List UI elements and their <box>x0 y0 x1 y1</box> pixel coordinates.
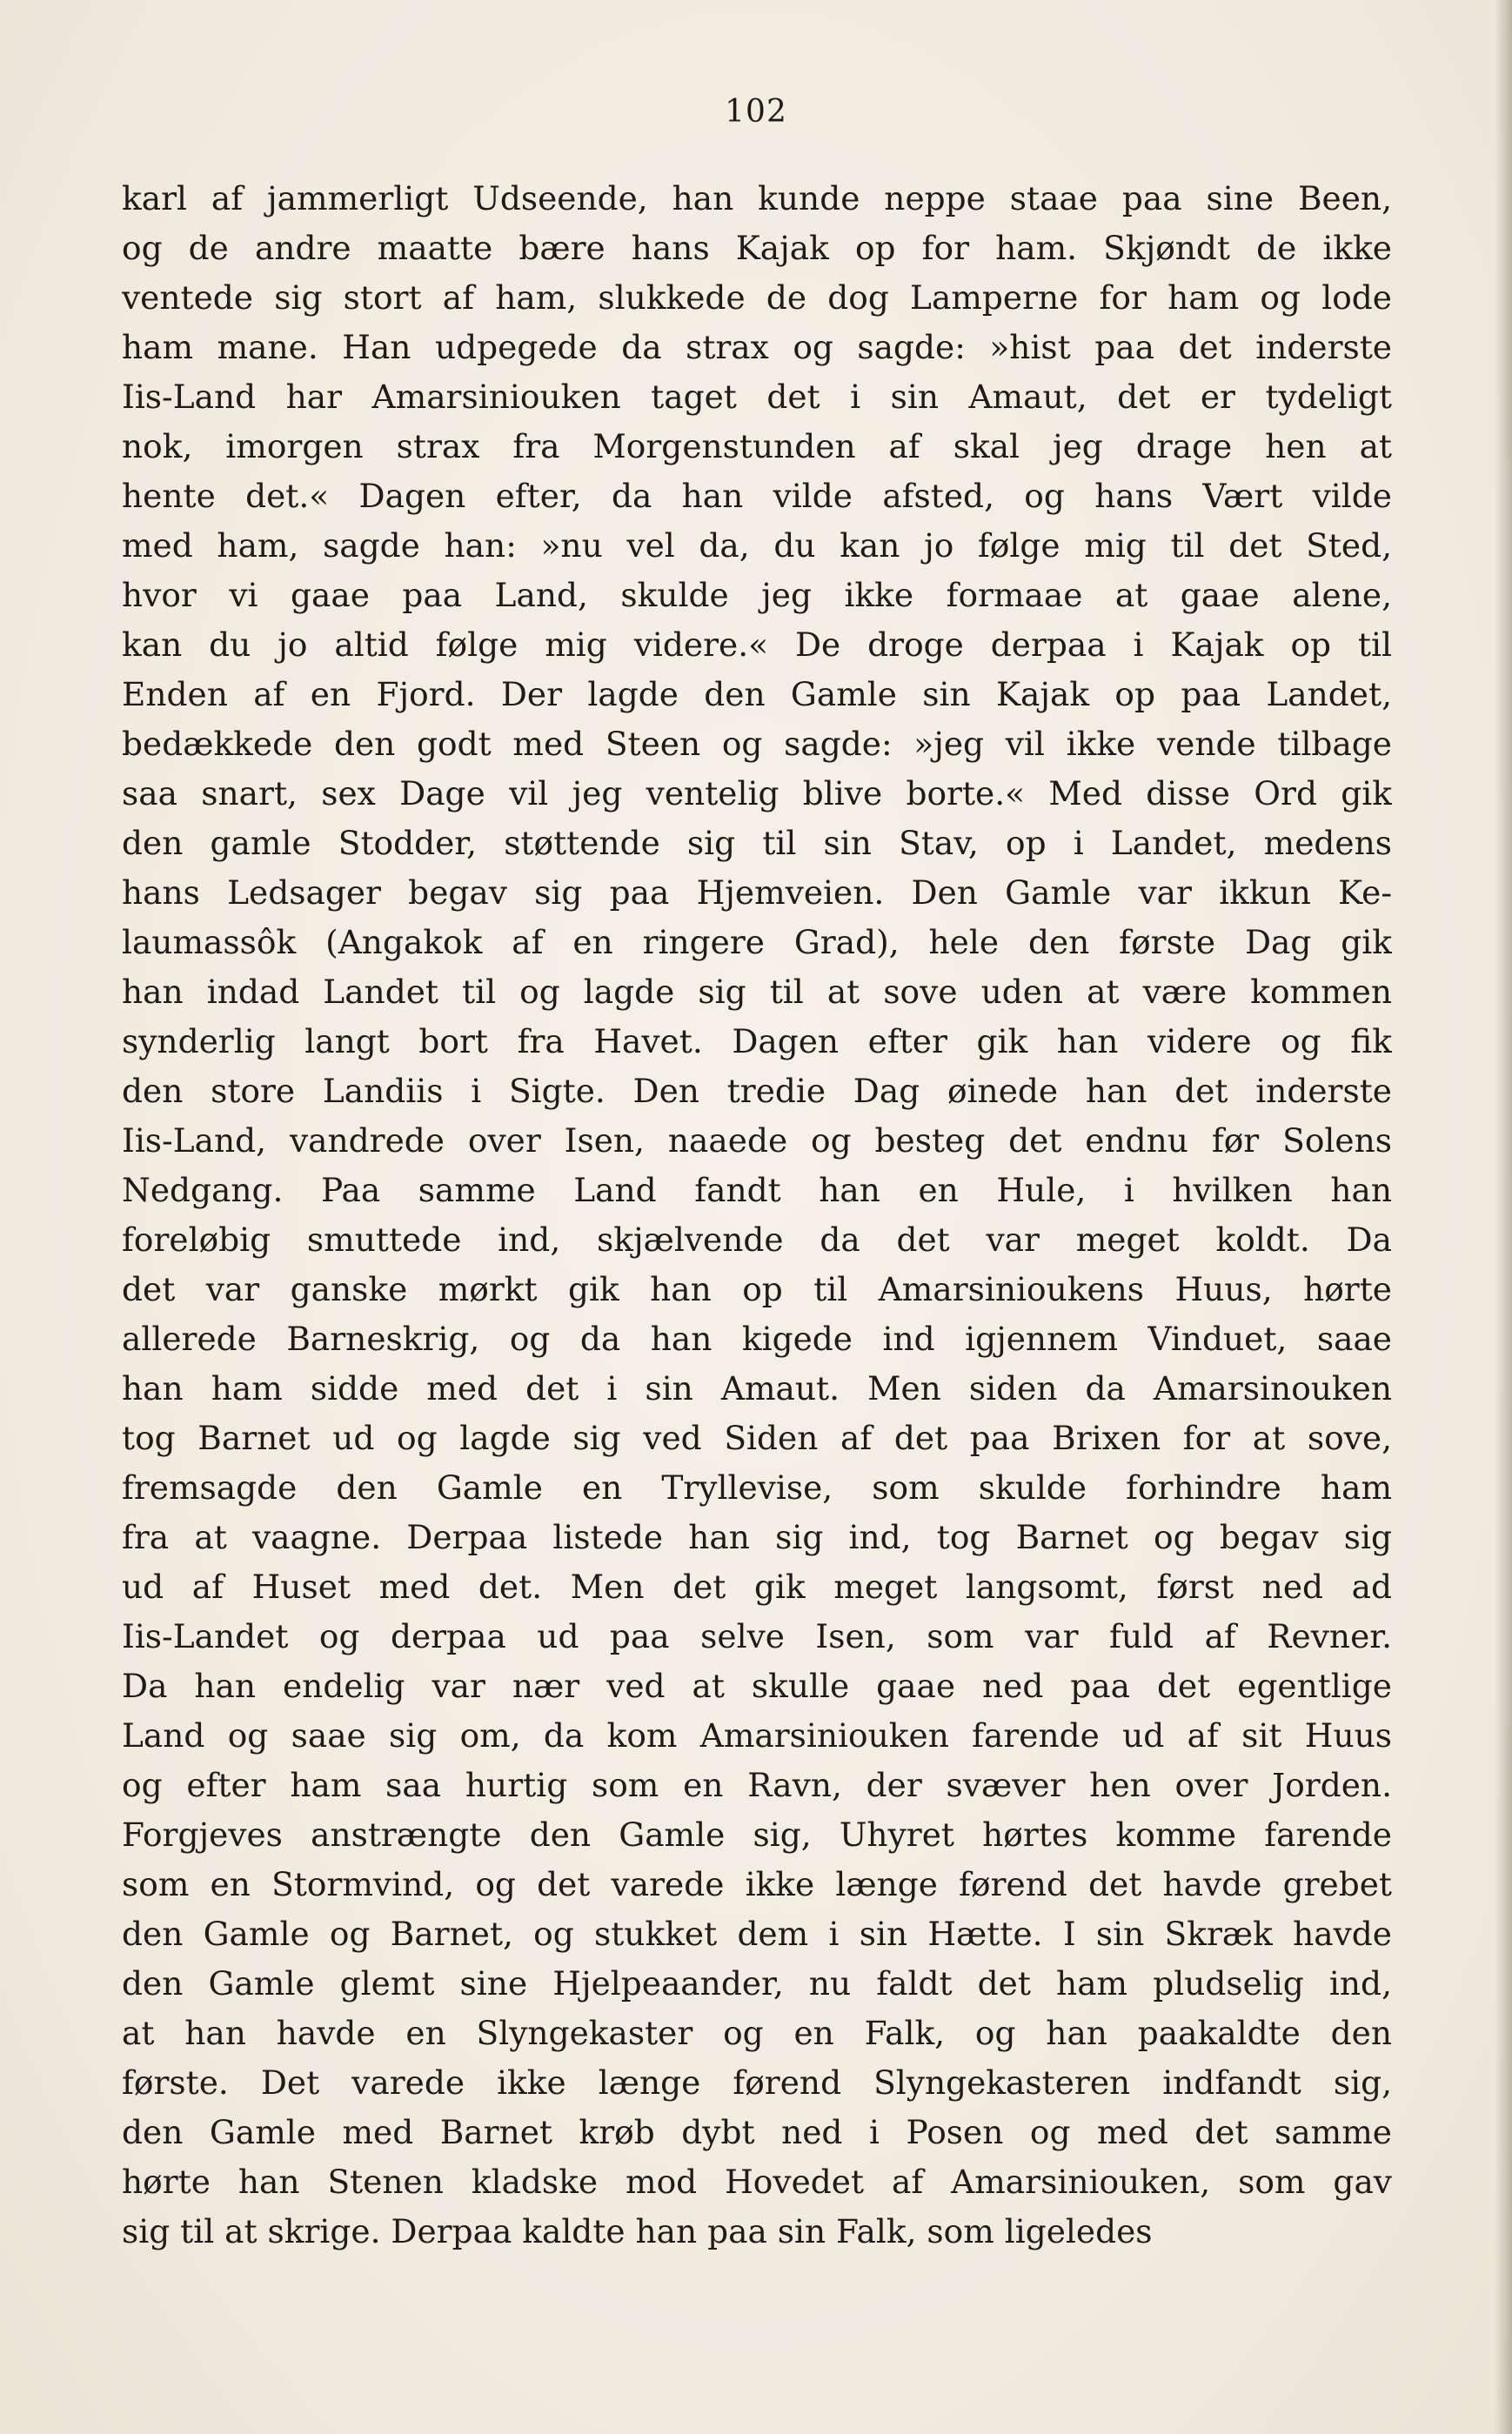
page-edge-shadow <box>1495 0 1512 2434</box>
text-line: allerede Barneskrig, og da han kigede ind igjennem Vinduet, saae <box>122 1320 1392 1358</box>
text-line: Forgjeves anstrængte den Gamle sig, Uhyret hørtes komme farende <box>122 1815 1392 1854</box>
text-line: første. Det varede ikke længe førend Slyngekasteren indfandt sig, <box>122 2063 1392 2102</box>
text-line: den Gamle med Barnet krøb dybt ned i Posen og med det samme <box>122 2113 1392 2151</box>
text-line: saa snart, sex Dage vil jeg ventelig blive borte.« Med disse Ord gik <box>122 774 1392 812</box>
text-line: Nedgang. Paa samme Land fandt han en Hule, i hvilken han <box>122 1171 1392 1209</box>
text-line: det var ganske mørkt gik han op til Amarsinioukens Huus, hørte <box>122 1270 1392 1308</box>
text-line: med ham, sagde han: »nu vel da, du kan jo følge mig til det Sted, <box>122 526 1392 565</box>
text-line: Enden af en Fjord. Der lagde den Gamle sin Kajak op paa Landet, <box>122 675 1392 713</box>
text-line: den store Landiis i Sigte. Den tredie Dag øinede han det inderste <box>122 1072 1392 1110</box>
text-line: den gamle Stodder, støttende sig til sin Stav, op i Landet, medens <box>122 824 1392 862</box>
page-number: 102 <box>725 94 787 130</box>
text-line: fremsagde den Gamle en Tryllevise, som skulde forhindre ham <box>122 1468 1392 1507</box>
text-line: hans Ledsager begav sig paa Hjemveien. Den Gamle var ikkun Ke- <box>122 873 1392 912</box>
body-text <box>122 174 1392 2401</box>
text-line: laumassôk (Angakok af en ringere Grad), hele den første Dag gik <box>122 923 1392 961</box>
text-line: kan du jo altid følge mig videre.« De droge derpaa i Kajak op til <box>122 625 1392 664</box>
text-line: og efter ham saa hurtig som en Ravn, der svæver hen over Jorden. <box>122 1766 1392 1804</box>
text-line: Da han endelig var nær ved at skulle gaae ned paa det egentlige <box>122 1667 1392 1705</box>
text-line: ham mane. Han udpegede da strax og sagde: »hist paa det inderste <box>122 328 1392 366</box>
text-line: den Gamle glemt sine Hjelpeaander, nu faldt det ham pludselig ind, <box>122 1964 1392 2003</box>
text-line: bedækkede den godt med Steen og sagde: »jeg vil ikke vende tilbage <box>122 725 1392 763</box>
text-line: den Gamle og Barnet, og stukket dem i sin Hætte. I sin Skræk havde <box>122 1915 1392 1953</box>
text-line: han indad Landet til og lagde sig til at sove uden at være kommen <box>122 973 1392 1011</box>
text-line: karl af jammerligt Udseende, han kunde neppe staae paa sine Been, <box>122 179 1392 217</box>
text-line: hørte han Stenen kladske mod Hovedet af Amarsiniouken, som gav <box>122 2163 1392 2201</box>
text-line: og de andre maatte bære hans Kajak op for ham. Skjøndt de ikke <box>122 229 1392 267</box>
text-line: som en Stormvind, og det varede ikke længe førend det havde grebet <box>122 1865 1392 1903</box>
text-line: Iis-Land, vandrede over Isen, naaede og besteg det endnu før Solens <box>122 1121 1392 1160</box>
text-line: han ham sidde med det i sin Amaut. Men siden da Amarsinouken <box>122 1369 1392 1408</box>
text-line: Land og saae sig om, da kom Amarsiniouken farende ud af sit Huus <box>122 1716 1392 1755</box>
text-line: Iis-Land har Amarsiniouken taget det i sin Amaut, det er tydeligt <box>122 378 1392 416</box>
text-line: ud af Huset med det. Men det gik meget langsomt, først ned ad <box>122 1568 1392 1606</box>
text-line: at han havde en Slyngekaster og en Falk, og han paakaldte den <box>122 2014 1392 2052</box>
text-line: ventede sig stort af ham, slukkede de dog Lamperne for ham og lode <box>122 278 1392 317</box>
text-line: hvor vi gaae paa Land, skulde jeg ikke formaae at gaae alene, <box>122 576 1392 614</box>
text-line: tog Barnet ud og lagde sig ved Siden af det paa Brixen for at sove, <box>122 1419 1392 1457</box>
text-line: synderlig langt bort fra Havet. Dagen efter gik han videre og fik <box>122 1022 1392 1060</box>
text-line: fra at vaagne. Derpaa listede han sig ind, tog Barnet og begav sig <box>122 1518 1392 1556</box>
text-line: hente det.« Dagen efter, da han vilde afsted, og hans Vært vilde <box>122 477 1392 515</box>
text-line: Iis-Landet og derpaa ud paa selve Isen, som var fuld af Revner. <box>122 1617 1392 1655</box>
text-line: nok, imorgen strax fra Morgenstunden af skal jeg drage hen at <box>122 427 1392 465</box>
text-line: foreløbig smuttede ind, skjælvende da det var meget koldt. Da <box>122 1220 1392 1259</box>
text-line: sig til at skrige. Derpaa kaldte han paa sin Falk, som ligeledes <box>122 2212 1153 2250</box>
